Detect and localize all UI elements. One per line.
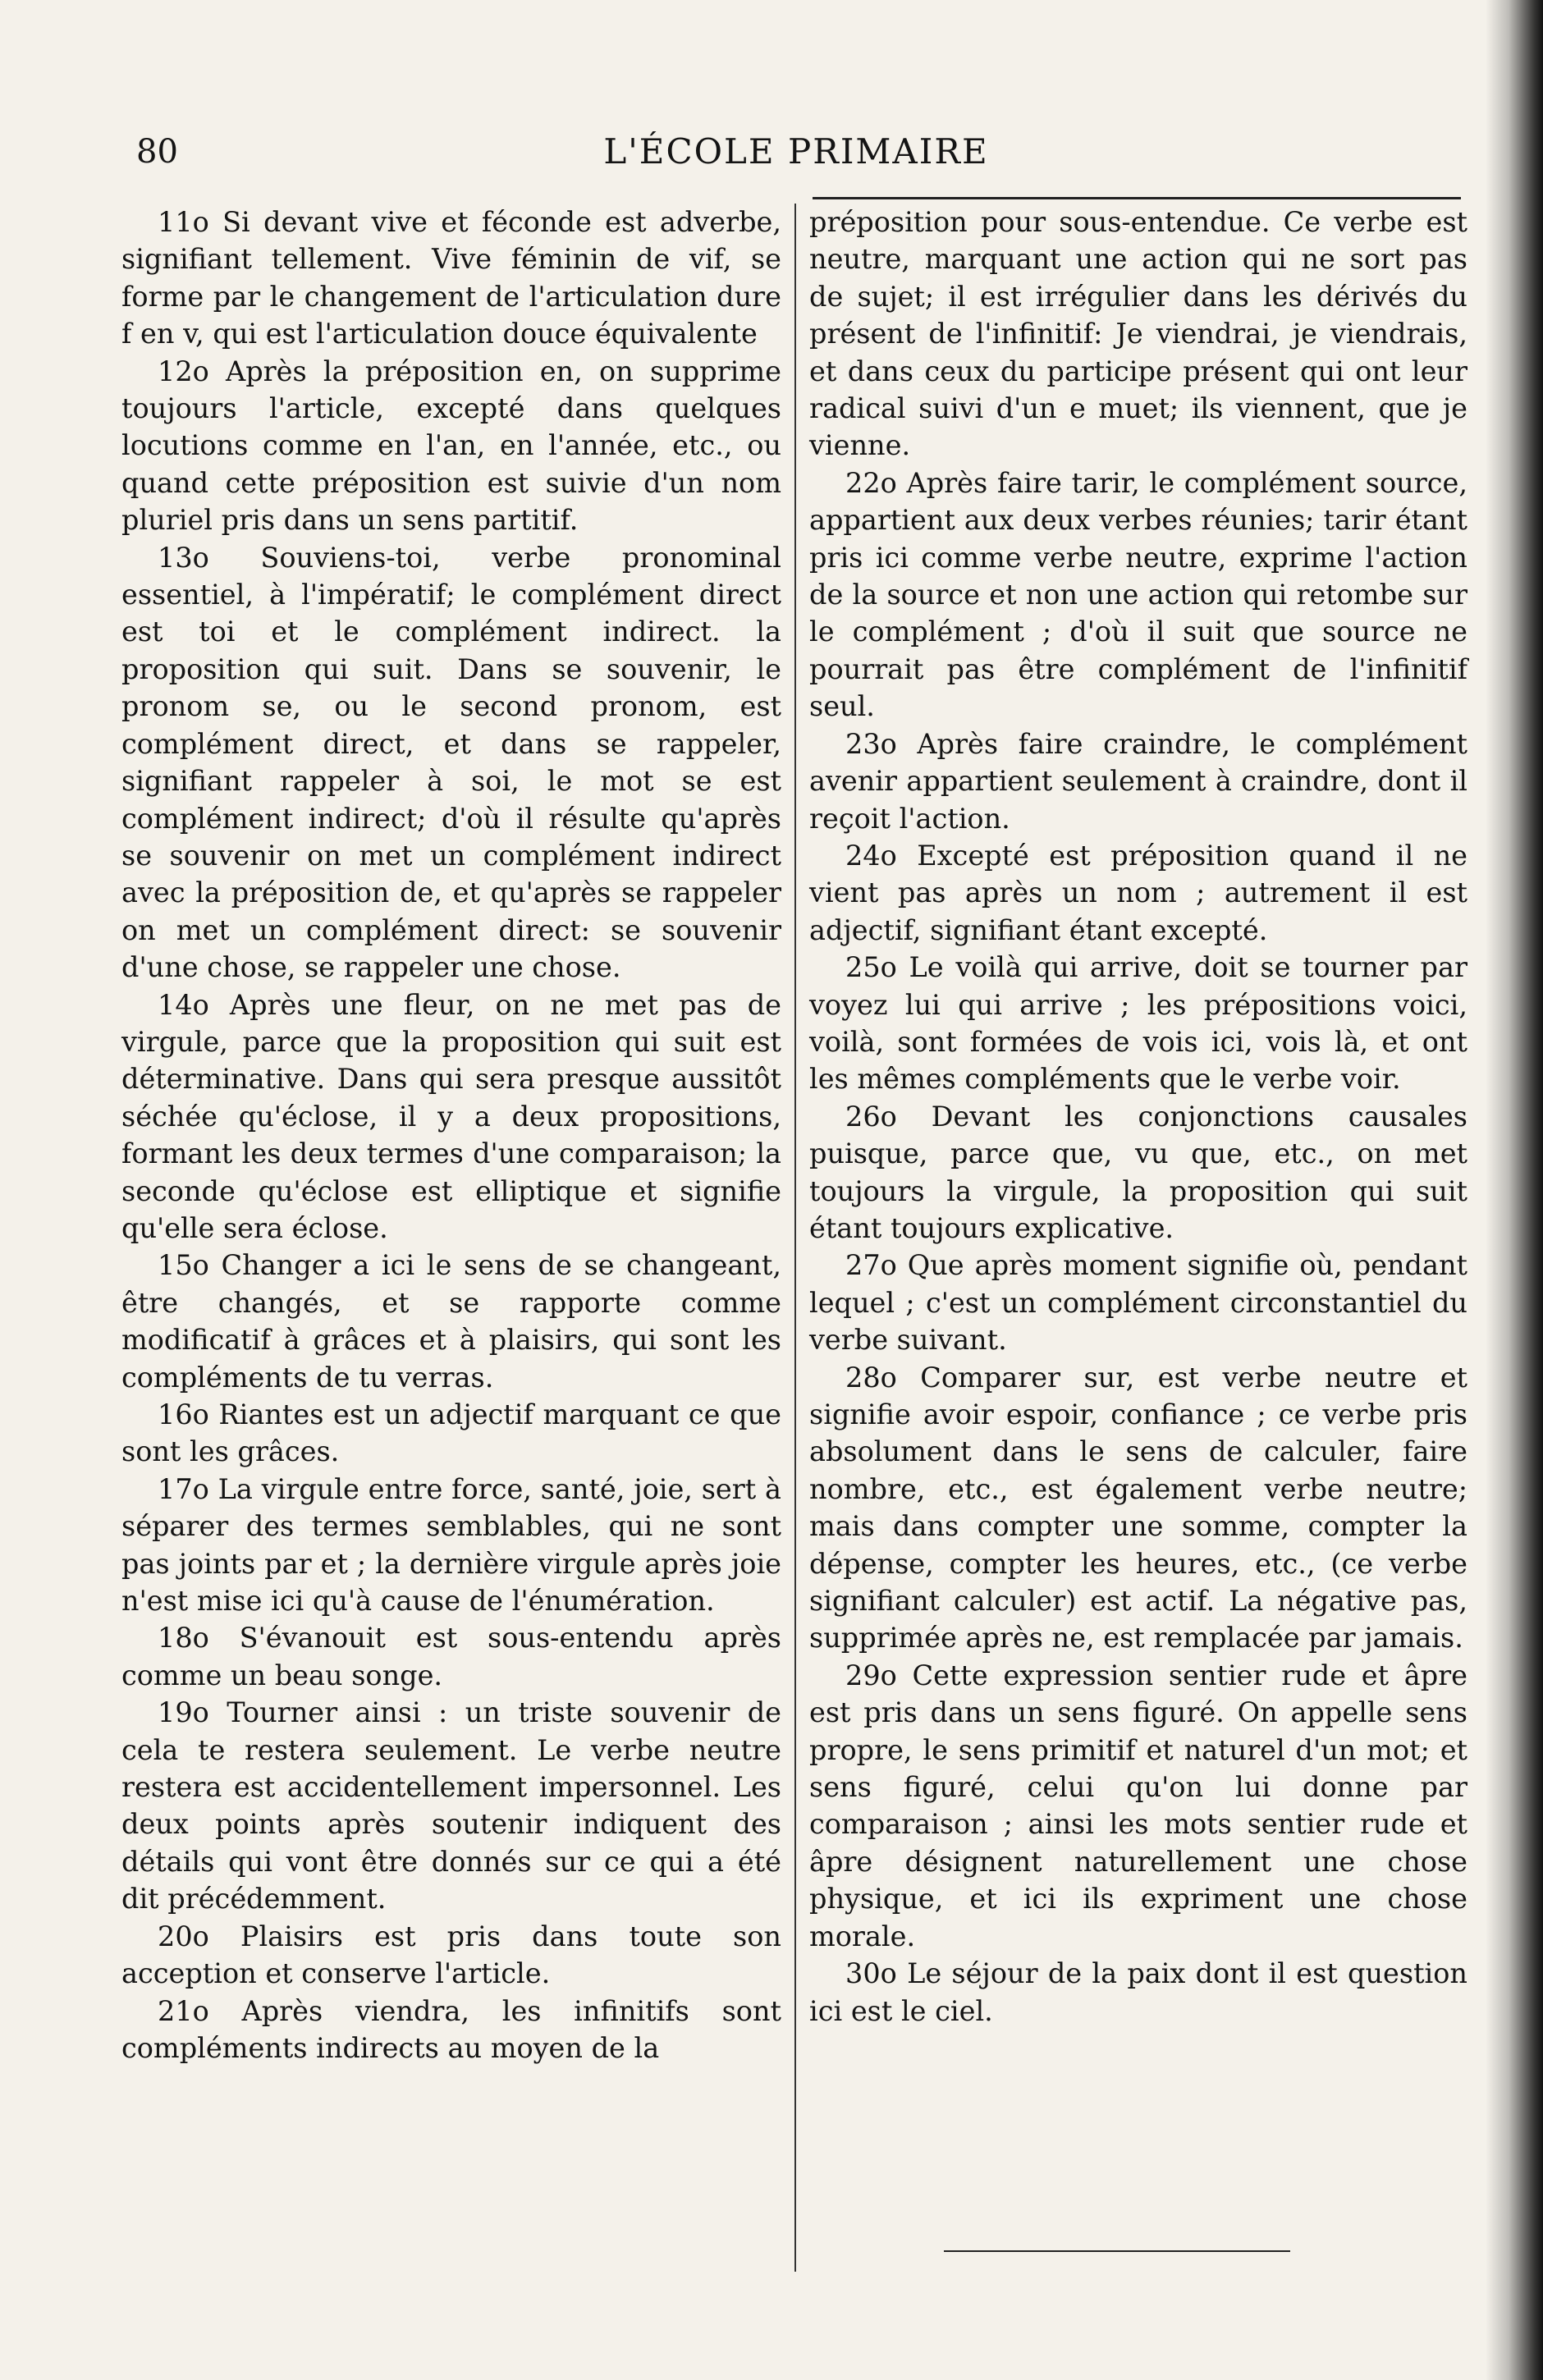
- note-25: 25o Le voilà qui arrive, doit se tourner par voyez lui qui arrive ; les prépositions voici, voilà, sont formées de vois ici, vois là, et ont les mêmes compléments que le verbe voir.: [809, 951, 1467, 1096]
- note-18: 18o S'évanouit est sous-entendu après comme un beau songe.: [121, 1622, 781, 1691]
- note-29: 29o Cette expression sentier rude et âpre est pris dans un sens figuré. On appelle sens propre, le sens primitif et naturel d'un mot; et sens figuré, celui qu'on lui donne par comparaison ; ainsi les mots sentier rude et âpre désignent naturellement une chose physique, et ici ils expriment une chose morale.: [809, 1659, 1467, 1952]
- page-header: [131, 123, 1461, 181]
- note-26: 26o Devant les conjonctions causales puisque, parce que, vu que, etc., on met toujours la virgule, la proposition qui suit étant toujours explicative.: [809, 1100, 1467, 1244]
- running-title: L'ÉCOLE PRIMAIRE: [603, 131, 989, 172]
- page-spine-shadow: [1486, 0, 1543, 2380]
- note-27: 27o Que après moment signifie où, pendant lequel ; c'est un complément circonstantiel du verbe suivant.: [809, 1249, 1467, 1357]
- note-23: 23o Après faire craindre, le complément avenir appartient seulement à craindre, dont il reçoit l'action.: [809, 727, 1467, 835]
- note-30: 30o Le séjour de la paix dont il est question ici est le ciel.: [809, 1957, 1467, 2027]
- note-14: 14o Après une fleur, on ne met pas de virgule, parce que la proposition qui suit est déterminative. Dans qui sera presque aussitôt séchée qu'éclose, il y a deux propositions, formant les deux termes d'une comparaison; la seconde qu'éclose est elliptique et signifie qu'elle sera éclose.: [121, 988, 781, 1244]
- note-12: 12o Après la préposition en, on supprime toujours l'article, excepté dans quelques locutions comme en l'an, en l'année, etc., ou quand cette préposition est suivie d'un nom pluriel pris dans un sens partitif.: [121, 355, 781, 537]
- page-number: 80: [136, 133, 178, 171]
- right-column: [809, 204, 1467, 2030]
- note-21: 21o Après viendra, les infinitifs sont compléments indirects au moyen de la: [121, 1994, 781, 2064]
- note-19: 19o Tourner ainsi : un triste souvenir de cela te restera seulement. Le verbe neutre restera est accidentellement impersonnel. Les deux points après soutenir indiquent des détails qui vont être donnés sur ce qui a été dit précédemment.: [121, 1696, 781, 1915]
- column-divider: [794, 204, 796, 2272]
- top-rule: [813, 197, 1461, 199]
- note-24: 24o Excepté est préposition quand il ne vient pas après un nom ; autrement il est adjectif, signifiant étant excepté.: [809, 839, 1467, 946]
- left-column: [121, 204, 781, 2066]
- note-28: 28o Comparer sur, est verbe neutre et signifie avoir espoir, confiance ; ce verbe pris absolument dans le sens de calculer, faire nombre, etc., est également verbe neutre; mais dans compter une somme, compter la dépense, compter les heures, etc., (ce verbe signifiant calculer) est actif. La négative pas, supprimée après ne, est remplacée par jamais.: [809, 1361, 1467, 1655]
- note-20: 20o Plaisirs est pris dans toute son acception et conserve l'article.: [121, 1920, 781, 1990]
- end-rule: [944, 2250, 1290, 2252]
- note-22: 22o Après faire tarir, le complément source, appartient aux deux verbes réunies; tarir étant pris ici comme verbe neutre, exprime l'action de la source et non une action qui retombe sur le complément ; d'où il suit que source ne pourrait pas être complément de l'infinitif seul.: [809, 466, 1467, 723]
- note-21-continued: préposition pour sous-entendue. Ce verbe est neutre, marquant une action qui ne sort pas de sujet; il est irrégulier dans les dérivés du présent de l'infinitif: Je viendrai, je viendrais, et dans ceux du participe présent qui ont leur radical suivi d'un e muet; ils viennent, que je vienne.: [809, 206, 1467, 462]
- note-17: 17o La virgule entre force, santé, joie, sert à séparer des termes semblables, qui ne sont pas joints par et ; la dernière virgule après joie n'est mise ici qu'à cause de l'énumération.: [121, 1472, 781, 1618]
- note-15: 15o Changer a ici le sens de se changeant, être changés, et se rapporte comme modificatif à grâces et à plaisirs, qui sont les compléments de tu verras.: [121, 1249, 781, 1394]
- note-11: 11o Si devant vive et féconde est adverbe, signifiant tellement. Vive féminin de vif, se forme par le changement de l'articulation dure f en v, qui est l'articulation douce équivalente: [121, 206, 781, 350]
- note-13: 13o Souviens-toi, verbe pronominal essentiel, à l'impératif; le complément direct est toi et le complément indirect. la proposition qui suit. Dans se souvenir, le pronom se, ou le second pronom, est complément direct, et dans se rappeler, signifiant rappeler à soi, le mot se est complément indirect; d'où il résulte qu'après se souvenir on met un complément indirect avec la préposition de, et qu'après se rappeler on met un complément direct: se souvenir d'une chose, se rappeler une chose.: [121, 541, 781, 984]
- note-16: 16o Riantes est un adjectif marquant ce que sont les grâces.: [121, 1398, 781, 1468]
